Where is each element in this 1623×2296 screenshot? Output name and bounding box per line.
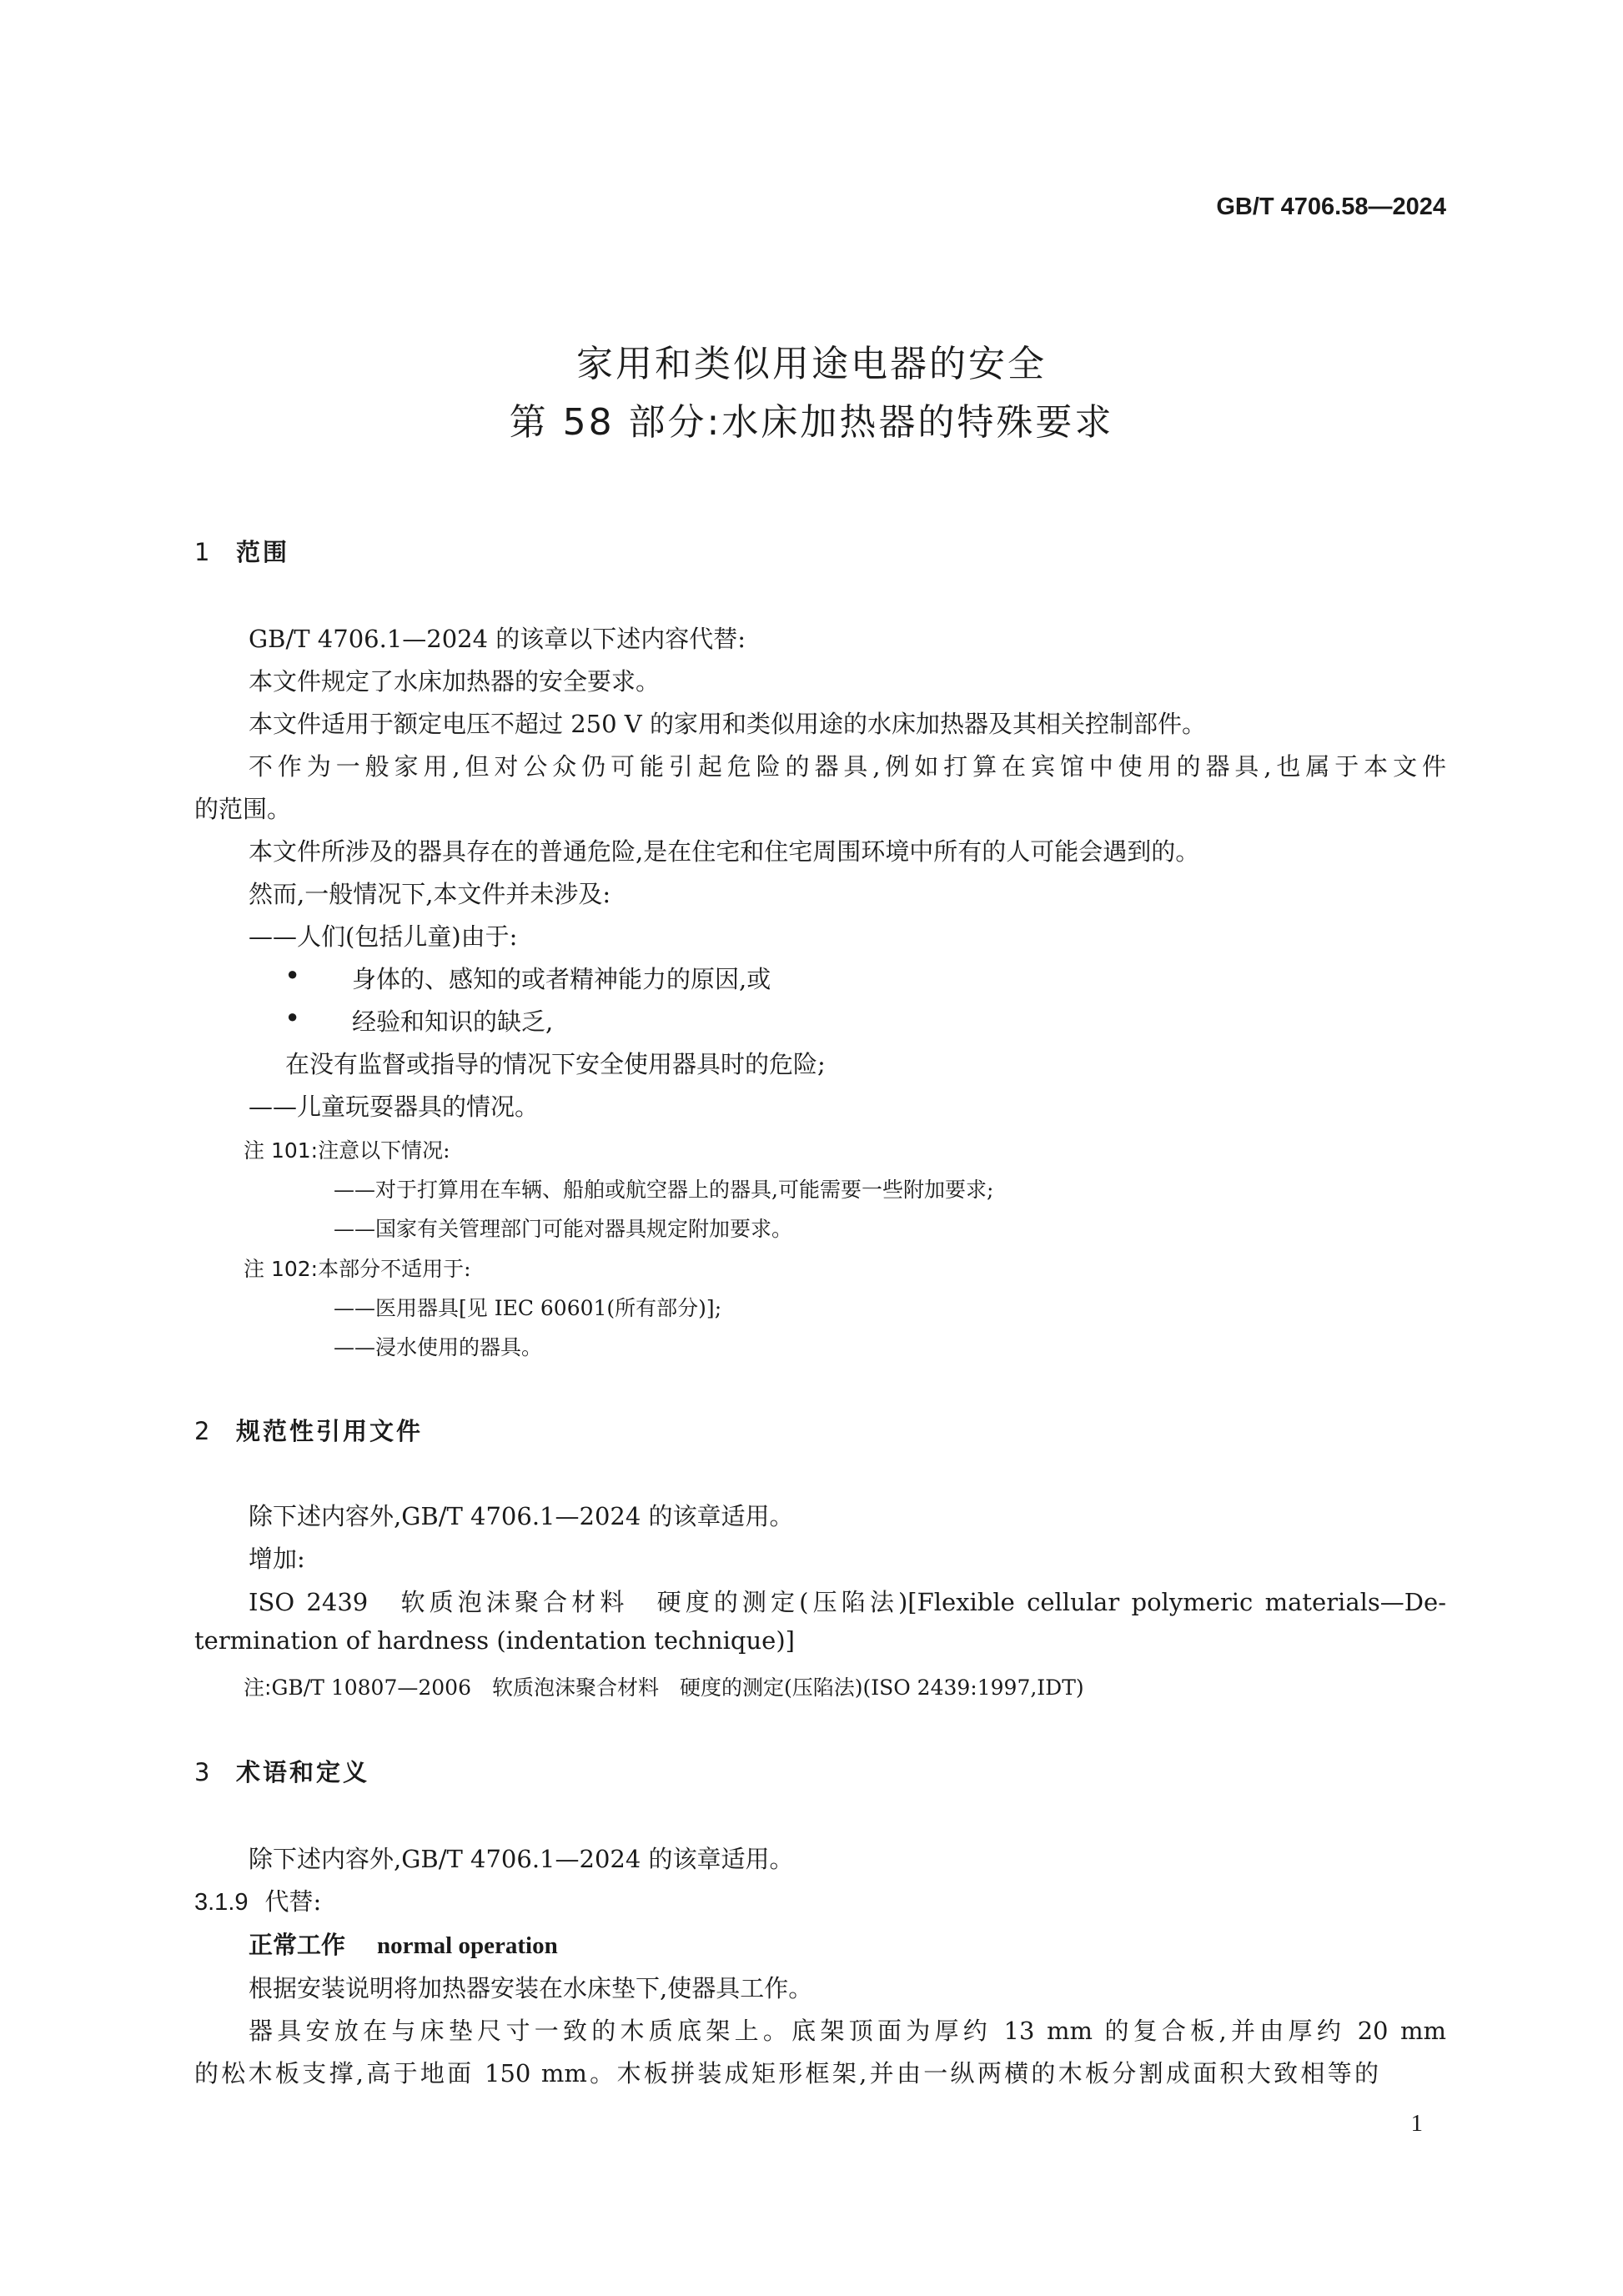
section-title: 术语和定义 (236, 1758, 370, 1786)
note-label: 注 101: (244, 1138, 319, 1163)
paragraph: 增加: (249, 1545, 305, 1573)
paragraph: 然而,一般情况下,本文件并未涉及: (249, 880, 611, 908)
note-list-item: ——国家有关管理部门可能对器具规定附加要求。 (334, 1217, 793, 1241)
note-list-item: ——对于打算用在车辆、船舶或航空器上的器具,可能需要一些附加要求; (334, 1178, 994, 1202)
paragraph: 器具安放在与床垫尺寸一致的木质底架上。底架顶面为厚约 13 mm 的复合板,并由厚约 20 mm (249, 2017, 1446, 2045)
bullet-icon: ● (287, 963, 299, 984)
note-102 (244, 1253, 471, 1283)
note-text: 本部分不适用于: (318, 1257, 471, 1281)
bullet-list-item: 身体的、感知的或者精神能力的原因,或 (352, 965, 771, 993)
paragraph: 根据安装说明将加热器安装在水床垫下,使器具工作。 (249, 1974, 813, 2002)
reference-note (244, 1671, 1084, 1701)
reference-entry: ISO 2439 软质泡沫聚合材料 硬度的测定(压陷法)[Flexible cellular polymeric materials—De- (249, 1588, 1446, 1616)
term-english: normal operation (377, 1932, 558, 1959)
note-label: 注 102: (244, 1257, 319, 1281)
term-chinese: 正常工作 (249, 1931, 346, 1959)
dash-list-item: ——儿童玩耍器具的情况。 (249, 1093, 540, 1121)
paragraph: 不作为一般家用,但对公众仍可能引起危险的器具,例如打算在宾馆中使用的器具,也属于本文件 (249, 752, 1446, 781)
dash-list-item-continuation: 在没有监督或指导的情况下安全使用器具时的危险; (285, 1050, 826, 1078)
paragraph-continuation: 的松木板支撑,高于地面 150 mm。木板拼装成矩形框架,并由一纵两横的木板分割成面积大致相等的 (194, 2059, 1379, 2088)
note-text: 注意以下情况: (318, 1138, 450, 1163)
section-title: 规范性引用文件 (236, 1417, 424, 1445)
note-label: 注: (244, 1676, 272, 1700)
bullet-list-item: 经验和知识的缺乏, (352, 1007, 554, 1036)
reference-entry-continuation: termination of hardness (indentation technique)] (194, 1626, 795, 1655)
document-title-line1: 家用和类似用途电器的安全 (576, 343, 1047, 385)
paragraph-continuation: 的范围。 (194, 795, 292, 823)
section-number: 2 (194, 1417, 210, 1445)
paragraph: 本文件规定了水床加热器的安全要求。 (249, 667, 661, 696)
note-101 (244, 1134, 450, 1164)
paragraph: 除下述内容外,GB/T 4706.1—2024 的该章适用。 (249, 1845, 794, 1873)
section-1-heading (194, 534, 289, 568)
paragraph: GB/T 4706.1—2024 的该章以下述内容代替: (249, 625, 746, 653)
section-title: 范围 (236, 538, 290, 566)
paragraph: 除下述内容外,GB/T 4706.1—2024 的该章适用。 (249, 1502, 794, 1530)
section-2-heading (194, 1413, 423, 1447)
page-number: 1 (1410, 2110, 1423, 2137)
standard-number: GB/T 4706.58—2024 (1216, 193, 1446, 220)
section-number: 1 (194, 538, 210, 566)
clause-text: 代替: (264, 1887, 322, 1916)
term-definition-heading (249, 1927, 558, 1961)
section-3-heading (194, 1754, 369, 1788)
paragraph: 本文件所涉及的器具存在的普通危险,是在住宅和住宅周围环境中所有的人可能会遇到的。 (249, 837, 1200, 866)
note-list-item: ——医用器具[见 IEC 60601(所有部分)]; (334, 1296, 722, 1320)
paragraph: 本文件适用于额定电压不超过 250 V 的家用和类似用途的水床加热器及其相关控制部件。 (249, 710, 1206, 738)
section-number: 3 (194, 1758, 210, 1786)
bullet-icon: ● (287, 1006, 299, 1027)
note-list-item: ——浸水使用的器具。 (334, 1335, 543, 1359)
note-text: GB/T 10807—2006 软质泡沫聚合材料 硬度的测定(压陷法)(ISO 2439:1997,IDT) (271, 1676, 1084, 1700)
clause-number: 3.1.9 (194, 1889, 249, 1916)
dash-list-item: ——人们(包括儿童)由于: (249, 922, 518, 951)
document-title-line2: 第 58 部分:水床加热器的特殊要求 (509, 401, 1114, 444)
clause-3-1-9 (194, 1883, 321, 1917)
